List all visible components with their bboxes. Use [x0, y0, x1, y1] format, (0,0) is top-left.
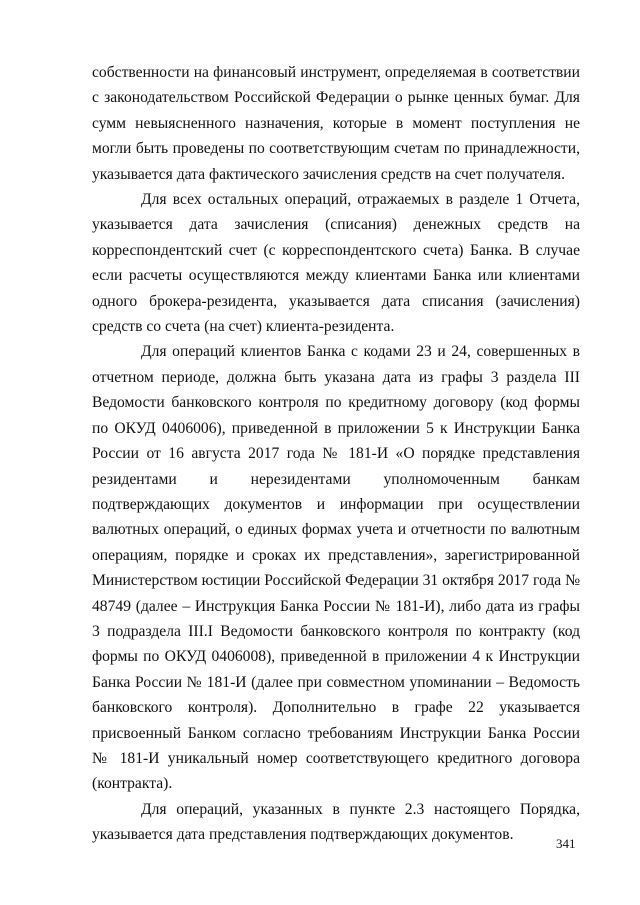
paragraph-other-operations: Для всех остальных операций, отражаемых в разделе 1 Отчета, указывается дата зачисления (списания) денежных средств на корреспондентский счет (с корреспондентского счета) Банка. В случае если расчеты осуществляются между клиентами Банка или клиентами одного брокера-резидента, указывается дата списания (зачисления) средств со счета (на счет) клиента-резидента.	[92, 191, 580, 336]
paragraph-codes-23-24: Для операций клиентов Банка с кодами 23 и 24, совершенных в отчетном периоде, должна быть указана дата из графы 3 раздела III Ведомости банковского контроля по кредитному договору (код формы по ОКУД 0406006), приведенной в приложении 5 к Инструкции Банка России от 16 августа 2017 года № 181-И «О порядке представления резидентами и нерезидентами уполномоченным банкам подтверждающих документов и информации при осуществлении валютных операций, о единых формах учета и отчетности по валютным операциям, порядке и сроках их представления», зарегистрированной Министерством юстиции Российской Федерации 31 октября 2017 года № 48749 (далее – Инструкция Банка России № 181-И), либо дата из графы 3 подраздела III.I Ведомости банковского контроля по контракту (код формы по ОКУД 0406008), приведенной в приложении 4 к Инструкции Банка России № 181-И (далее при совместном упоминании – Ведомость банковского контроля). Дополнительно в графе 22 указывается присвоенный Банком согласно требованиям Инструкции Банка России № 181-И уникальный номер соответствующего кредитного договора (контракта).	[92, 343, 580, 793]
paragraph-item-2-3: Для операций, указанных в пункте 2.3 настоящего Порядка, указывается дата представления подтверждающих документов.	[92, 800, 580, 844]
paragraph-continuation: собственности на финансовый инструмент, определяемая в соответствии с законодательством Российской Федерации о рынке ценных бумаг. Для сумм невыясненного назначения, которые в момент поступления не могли быть проведены по соответствующим счетам по принадлежности, указывается дата фактического зачисления средств на счет получателя.	[92, 64, 580, 183]
page-number: 341	[556, 836, 576, 851]
document-page	[92, 60, 580, 848]
